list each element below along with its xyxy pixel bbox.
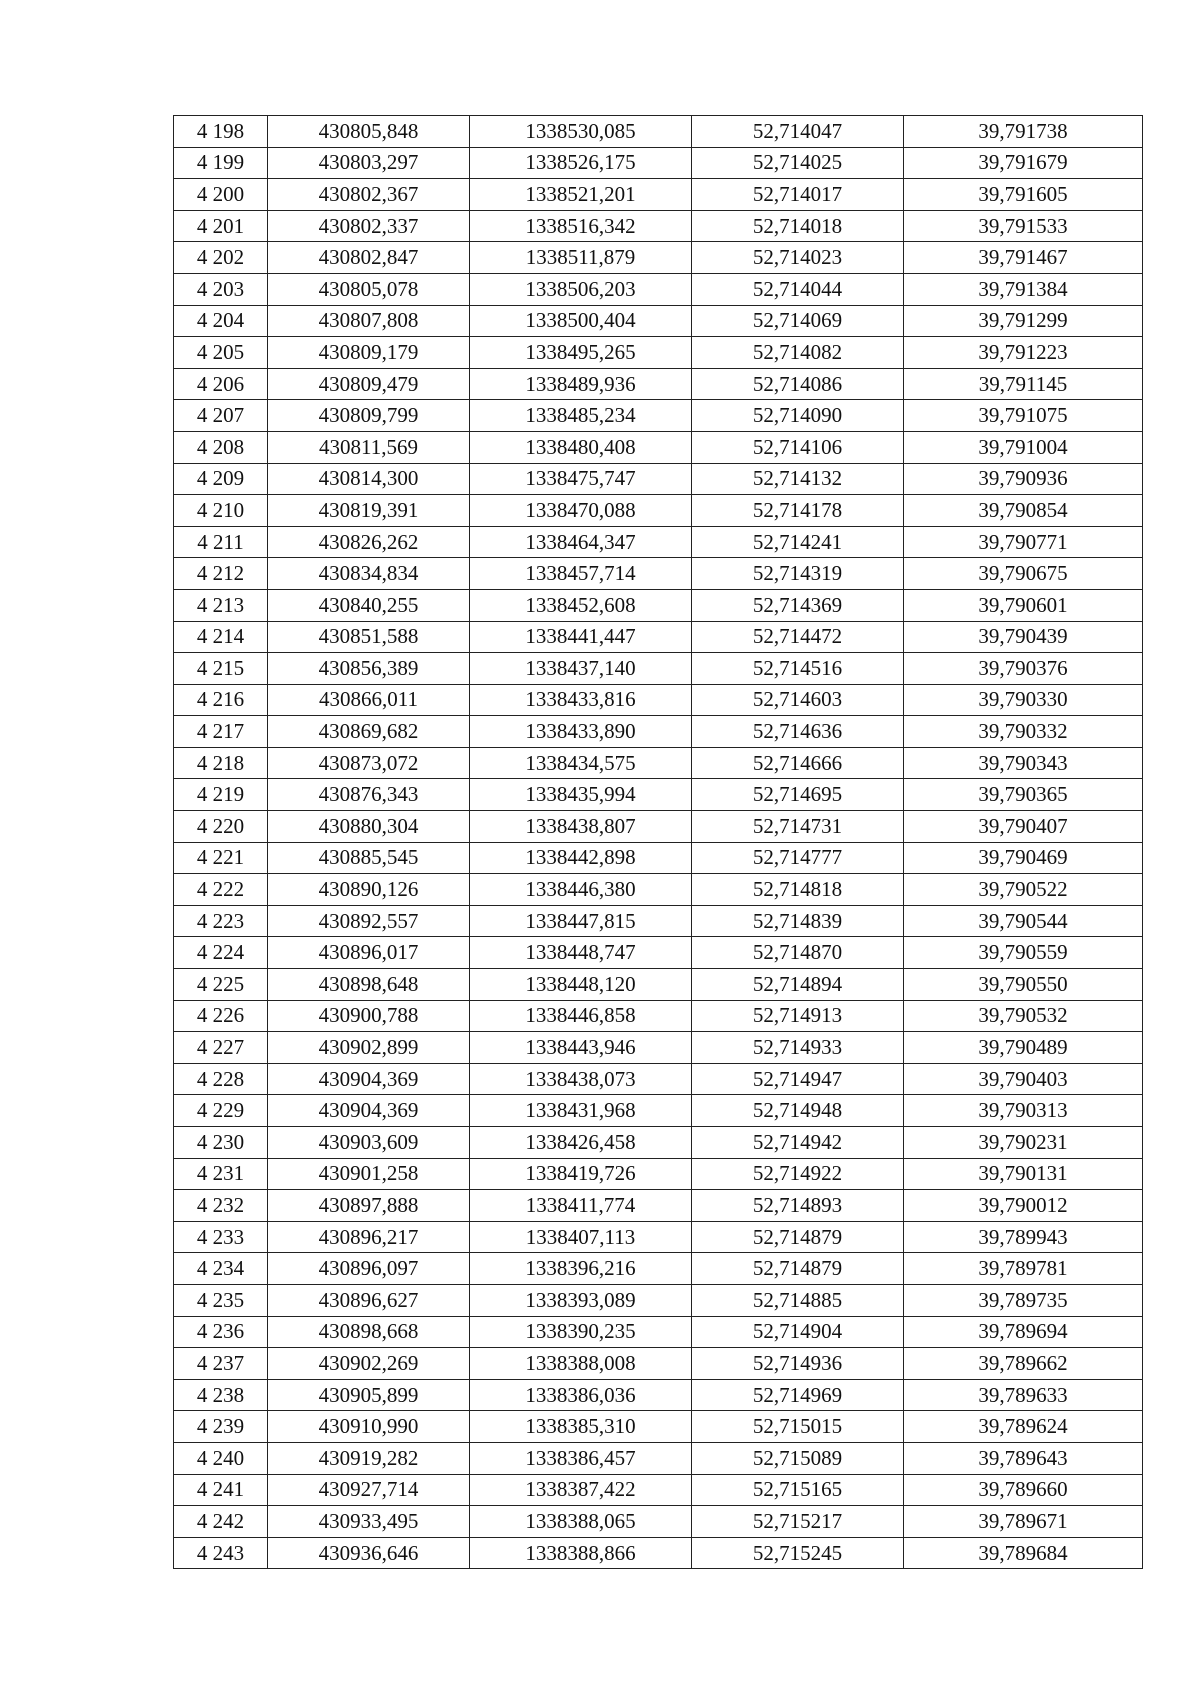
longitude-cell: 39,789943 [904,1221,1143,1253]
point-number-cell: 4 199 [174,147,268,179]
y-coordinate-cell: 1338495,265 [470,337,692,369]
y-coordinate-cell: 1338433,890 [470,716,692,748]
y-coordinate-cell: 1338396,216 [470,1253,692,1285]
table-row [174,368,1143,400]
table-row [174,273,1143,305]
latitude-cell: 52,714879 [692,1253,904,1285]
y-coordinate-cell: 1338511,879 [470,242,692,274]
y-coordinate-cell: 1338438,807 [470,811,692,843]
point-number-cell: 4 229 [174,1095,268,1127]
x-coordinate-cell: 430896,097 [268,1253,470,1285]
longitude-cell: 39,790532 [904,1000,1143,1032]
latitude-cell: 52,714178 [692,495,904,527]
x-coordinate-cell: 430902,269 [268,1348,470,1380]
x-coordinate-cell: 430885,545 [268,842,470,874]
point-number-cell: 4 242 [174,1506,268,1538]
latitude-cell: 52,715165 [692,1474,904,1506]
table-row [174,337,1143,369]
longitude-cell: 39,791679 [904,147,1143,179]
longitude-cell: 39,789662 [904,1348,1143,1380]
y-coordinate-cell: 1338435,994 [470,779,692,811]
y-coordinate-cell: 1338438,073 [470,1063,692,1095]
latitude-cell: 52,714942 [692,1127,904,1159]
y-coordinate-cell: 1338446,380 [470,874,692,906]
latitude-cell: 52,714132 [692,463,904,495]
table-row [174,1221,1143,1253]
y-coordinate-cell: 1338480,408 [470,431,692,463]
longitude-cell: 39,790376 [904,653,1143,685]
longitude-cell: 39,790332 [904,716,1143,748]
y-coordinate-cell: 1338526,175 [470,147,692,179]
y-coordinate-cell: 1338464,347 [470,526,692,558]
table-row [174,179,1143,211]
latitude-cell: 52,715089 [692,1442,904,1474]
x-coordinate-cell: 430809,179 [268,337,470,369]
point-number-cell: 4 203 [174,273,268,305]
longitude-cell: 39,790489 [904,1032,1143,1064]
longitude-cell: 39,790544 [904,905,1143,937]
latitude-cell: 52,714472 [692,621,904,653]
x-coordinate-cell: 430873,072 [268,747,470,779]
point-number-cell: 4 228 [174,1063,268,1095]
point-number-cell: 4 232 [174,1190,268,1222]
point-number-cell: 4 238 [174,1379,268,1411]
table-row [174,463,1143,495]
longitude-cell: 39,790936 [904,463,1143,495]
y-coordinate-cell: 1338386,457 [470,1442,692,1474]
x-coordinate-cell: 430904,369 [268,1095,470,1127]
table-row [174,1537,1143,1569]
point-number-cell: 4 209 [174,463,268,495]
point-number-cell: 4 215 [174,653,268,685]
latitude-cell: 52,714636 [692,716,904,748]
longitude-cell: 39,790407 [904,811,1143,843]
latitude-cell: 52,714666 [692,747,904,779]
y-coordinate-cell: 1338457,714 [470,558,692,590]
y-coordinate-cell: 1338407,113 [470,1221,692,1253]
longitude-cell: 39,791384 [904,273,1143,305]
table-row [174,1158,1143,1190]
y-coordinate-cell: 1338388,866 [470,1537,692,1569]
latitude-cell: 52,714894 [692,969,904,1001]
y-coordinate-cell: 1338434,575 [470,747,692,779]
latitude-cell: 52,715217 [692,1506,904,1538]
table-row [174,1474,1143,1506]
x-coordinate-cell: 430826,262 [268,526,470,558]
x-coordinate-cell: 430802,337 [268,210,470,242]
point-number-cell: 4 200 [174,179,268,211]
table-row [174,1411,1143,1443]
x-coordinate-cell: 430802,847 [268,242,470,274]
latitude-cell: 52,714082 [692,337,904,369]
y-coordinate-cell: 1338452,608 [470,589,692,621]
table-row [174,937,1143,969]
longitude-cell: 39,790365 [904,779,1143,811]
point-number-cell: 4 225 [174,969,268,1001]
latitude-cell: 52,714241 [692,526,904,558]
y-coordinate-cell: 1338530,085 [470,116,692,148]
y-coordinate-cell: 1338437,140 [470,653,692,685]
longitude-cell: 39,791299 [904,305,1143,337]
y-coordinate-cell: 1338388,065 [470,1506,692,1538]
latitude-cell: 52,714044 [692,273,904,305]
y-coordinate-cell: 1338433,816 [470,684,692,716]
table-row [174,621,1143,653]
point-number-cell: 4 231 [174,1158,268,1190]
point-number-cell: 4 220 [174,811,268,843]
x-coordinate-cell: 430898,668 [268,1316,470,1348]
y-coordinate-cell: 1338447,815 [470,905,692,937]
longitude-cell: 39,790550 [904,969,1143,1001]
longitude-cell: 39,789671 [904,1506,1143,1538]
table-row [174,1506,1143,1538]
x-coordinate-cell: 430851,588 [268,621,470,653]
x-coordinate-cell: 430896,017 [268,937,470,969]
longitude-cell: 39,789633 [904,1379,1143,1411]
y-coordinate-cell: 1338443,946 [470,1032,692,1064]
point-number-cell: 4 233 [174,1221,268,1253]
point-number-cell: 4 212 [174,558,268,590]
x-coordinate-cell: 430807,808 [268,305,470,337]
x-coordinate-cell: 430876,343 [268,779,470,811]
point-number-cell: 4 208 [174,431,268,463]
table-row [174,116,1143,148]
longitude-cell: 39,789735 [904,1284,1143,1316]
x-coordinate-cell: 430811,569 [268,431,470,463]
table-row [174,1032,1143,1064]
latitude-cell: 52,714777 [692,842,904,874]
latitude-cell: 52,714516 [692,653,904,685]
table-row [174,1379,1143,1411]
point-number-cell: 4 234 [174,1253,268,1285]
table-row [174,210,1143,242]
table-row [174,1095,1143,1127]
table-row [174,1063,1143,1095]
latitude-cell: 52,714047 [692,116,904,148]
point-number-cell: 4 223 [174,905,268,937]
y-coordinate-cell: 1338448,747 [470,937,692,969]
latitude-cell: 52,714695 [692,779,904,811]
longitude-cell: 39,790403 [904,1063,1143,1095]
point-number-cell: 4 218 [174,747,268,779]
table-row [174,495,1143,527]
latitude-cell: 52,714933 [692,1032,904,1064]
latitude-cell: 52,714018 [692,210,904,242]
point-number-cell: 4 216 [174,684,268,716]
x-coordinate-cell: 430805,078 [268,273,470,305]
x-coordinate-cell: 430933,495 [268,1506,470,1538]
x-coordinate-cell: 430805,848 [268,116,470,148]
latitude-cell: 52,714090 [692,400,904,432]
x-coordinate-cell: 430814,300 [268,463,470,495]
longitude-cell: 39,791145 [904,368,1143,400]
x-coordinate-cell: 430900,788 [268,1000,470,1032]
point-number-cell: 4 214 [174,621,268,653]
point-number-cell: 4 217 [174,716,268,748]
point-number-cell: 4 201 [174,210,268,242]
longitude-cell: 39,789660 [904,1474,1143,1506]
point-number-cell: 4 237 [174,1348,268,1380]
latitude-cell: 52,714086 [692,368,904,400]
table-row [174,1127,1143,1159]
table-row [174,747,1143,779]
longitude-cell: 39,790601 [904,589,1143,621]
longitude-cell: 39,790522 [904,874,1143,906]
longitude-cell: 39,790313 [904,1095,1143,1127]
longitude-cell: 39,789643 [904,1442,1143,1474]
table-row [174,558,1143,590]
x-coordinate-cell: 430809,799 [268,400,470,432]
latitude-cell: 52,714893 [692,1190,904,1222]
latitude-cell: 52,714069 [692,305,904,337]
x-coordinate-cell: 430840,255 [268,589,470,621]
x-coordinate-cell: 430898,648 [268,969,470,1001]
table-row [174,589,1143,621]
longitude-cell: 39,790330 [904,684,1143,716]
latitude-cell: 52,714904 [692,1316,904,1348]
x-coordinate-cell: 430866,011 [268,684,470,716]
x-coordinate-cell: 430896,627 [268,1284,470,1316]
table-row [174,305,1143,337]
x-coordinate-cell: 430892,557 [268,905,470,937]
latitude-cell: 52,714025 [692,147,904,179]
table-row [174,716,1143,748]
x-coordinate-cell: 430890,126 [268,874,470,906]
y-coordinate-cell: 1338485,234 [470,400,692,432]
longitude-cell: 39,789684 [904,1537,1143,1569]
point-number-cell: 4 198 [174,116,268,148]
point-number-cell: 4 240 [174,1442,268,1474]
point-number-cell: 4 213 [174,589,268,621]
latitude-cell: 52,714369 [692,589,904,621]
longitude-cell: 39,791004 [904,431,1143,463]
x-coordinate-cell: 430802,367 [268,179,470,211]
point-number-cell: 4 224 [174,937,268,969]
latitude-cell: 52,714948 [692,1095,904,1127]
y-coordinate-cell: 1338441,447 [470,621,692,653]
x-coordinate-cell: 430897,888 [268,1190,470,1222]
latitude-cell: 52,714023 [692,242,904,274]
point-number-cell: 4 207 [174,400,268,432]
y-coordinate-cell: 1338516,342 [470,210,692,242]
y-coordinate-cell: 1338500,404 [470,305,692,337]
y-coordinate-cell: 1338431,968 [470,1095,692,1127]
x-coordinate-cell: 430869,682 [268,716,470,748]
y-coordinate-cell: 1338442,898 [470,842,692,874]
y-coordinate-cell: 1338426,458 [470,1127,692,1159]
point-number-cell: 4 211 [174,526,268,558]
table-row [174,874,1143,906]
x-coordinate-cell: 430880,304 [268,811,470,843]
latitude-cell: 52,714603 [692,684,904,716]
latitude-cell: 52,714870 [692,937,904,969]
y-coordinate-cell: 1338419,726 [470,1158,692,1190]
table-row [174,969,1143,1001]
x-coordinate-cell: 430856,389 [268,653,470,685]
table-row [174,653,1143,685]
x-coordinate-cell: 430902,899 [268,1032,470,1064]
longitude-cell: 39,791223 [904,337,1143,369]
coordinates-table [173,115,1143,1569]
point-number-cell: 4 219 [174,779,268,811]
latitude-cell: 52,714922 [692,1158,904,1190]
latitude-cell: 52,714913 [692,1000,904,1032]
table-row [174,1000,1143,1032]
y-coordinate-cell: 1338393,089 [470,1284,692,1316]
table-row [174,1190,1143,1222]
point-number-cell: 4 236 [174,1316,268,1348]
x-coordinate-cell: 430919,282 [268,1442,470,1474]
y-coordinate-cell: 1338475,747 [470,463,692,495]
longitude-cell: 39,790131 [904,1158,1143,1190]
point-number-cell: 4 243 [174,1537,268,1569]
point-number-cell: 4 239 [174,1411,268,1443]
latitude-cell: 52,714319 [692,558,904,590]
table-row [174,431,1143,463]
longitude-cell: 39,791533 [904,210,1143,242]
longitude-cell: 39,790012 [904,1190,1143,1222]
latitude-cell: 52,714839 [692,905,904,937]
point-number-cell: 4 204 [174,305,268,337]
table-row [174,684,1143,716]
latitude-cell: 52,714017 [692,179,904,211]
point-number-cell: 4 235 [174,1284,268,1316]
point-number-cell: 4 221 [174,842,268,874]
table-row [174,1284,1143,1316]
table-row [174,400,1143,432]
table-row [174,147,1143,179]
y-coordinate-cell: 1338411,774 [470,1190,692,1222]
latitude-cell: 52,715015 [692,1411,904,1443]
x-coordinate-cell: 430927,714 [268,1474,470,1506]
x-coordinate-cell: 430936,646 [268,1537,470,1569]
table-row [174,1442,1143,1474]
y-coordinate-cell: 1338448,120 [470,969,692,1001]
longitude-cell: 39,790231 [904,1127,1143,1159]
x-coordinate-cell: 430901,258 [268,1158,470,1190]
latitude-cell: 52,714818 [692,874,904,906]
y-coordinate-cell: 1338446,858 [470,1000,692,1032]
longitude-cell: 39,790854 [904,495,1143,527]
point-number-cell: 4 230 [174,1127,268,1159]
point-number-cell: 4 241 [174,1474,268,1506]
x-coordinate-cell: 430834,834 [268,558,470,590]
x-coordinate-cell: 430809,479 [268,368,470,400]
longitude-cell: 39,791075 [904,400,1143,432]
table-row [174,1253,1143,1285]
longitude-cell: 39,790469 [904,842,1143,874]
longitude-cell: 39,790771 [904,526,1143,558]
table-row [174,1348,1143,1380]
y-coordinate-cell: 1338521,201 [470,179,692,211]
y-coordinate-cell: 1338506,203 [470,273,692,305]
point-number-cell: 4 205 [174,337,268,369]
latitude-cell: 52,714885 [692,1284,904,1316]
latitude-cell: 52,714936 [692,1348,904,1380]
table-row [174,779,1143,811]
longitude-cell: 39,791738 [904,116,1143,148]
latitude-cell: 52,714731 [692,811,904,843]
x-coordinate-cell: 430819,391 [268,495,470,527]
longitude-cell: 39,791467 [904,242,1143,274]
x-coordinate-cell: 430803,297 [268,147,470,179]
longitude-cell: 39,789781 [904,1253,1143,1285]
latitude-cell: 52,714106 [692,431,904,463]
point-number-cell: 4 210 [174,495,268,527]
x-coordinate-cell: 430904,369 [268,1063,470,1095]
latitude-cell: 52,714969 [692,1379,904,1411]
y-coordinate-cell: 1338388,008 [470,1348,692,1380]
table-row [174,811,1143,843]
table-row [174,526,1143,558]
longitude-cell: 39,790559 [904,937,1143,969]
y-coordinate-cell: 1338386,036 [470,1379,692,1411]
table-row [174,842,1143,874]
longitude-cell: 39,789624 [904,1411,1143,1443]
longitude-cell: 39,789694 [904,1316,1143,1348]
point-number-cell: 4 226 [174,1000,268,1032]
x-coordinate-cell: 430905,899 [268,1379,470,1411]
point-number-cell: 4 227 [174,1032,268,1064]
latitude-cell: 52,714879 [692,1221,904,1253]
y-coordinate-cell: 1338385,310 [470,1411,692,1443]
table-row [174,905,1143,937]
x-coordinate-cell: 430910,990 [268,1411,470,1443]
x-coordinate-cell: 430903,609 [268,1127,470,1159]
x-coordinate-cell: 430896,217 [268,1221,470,1253]
y-coordinate-cell: 1338387,422 [470,1474,692,1506]
coordinates-table-body [174,116,1143,1569]
longitude-cell: 39,791605 [904,179,1143,211]
point-number-cell: 4 202 [174,242,268,274]
table-row [174,242,1143,274]
y-coordinate-cell: 1338390,235 [470,1316,692,1348]
latitude-cell: 52,714947 [692,1063,904,1095]
longitude-cell: 39,790439 [904,621,1143,653]
point-number-cell: 4 222 [174,874,268,906]
latitude-cell: 52,715245 [692,1537,904,1569]
point-number-cell: 4 206 [174,368,268,400]
table-row [174,1316,1143,1348]
y-coordinate-cell: 1338489,936 [470,368,692,400]
longitude-cell: 39,790675 [904,558,1143,590]
longitude-cell: 39,790343 [904,747,1143,779]
y-coordinate-cell: 1338470,088 [470,495,692,527]
